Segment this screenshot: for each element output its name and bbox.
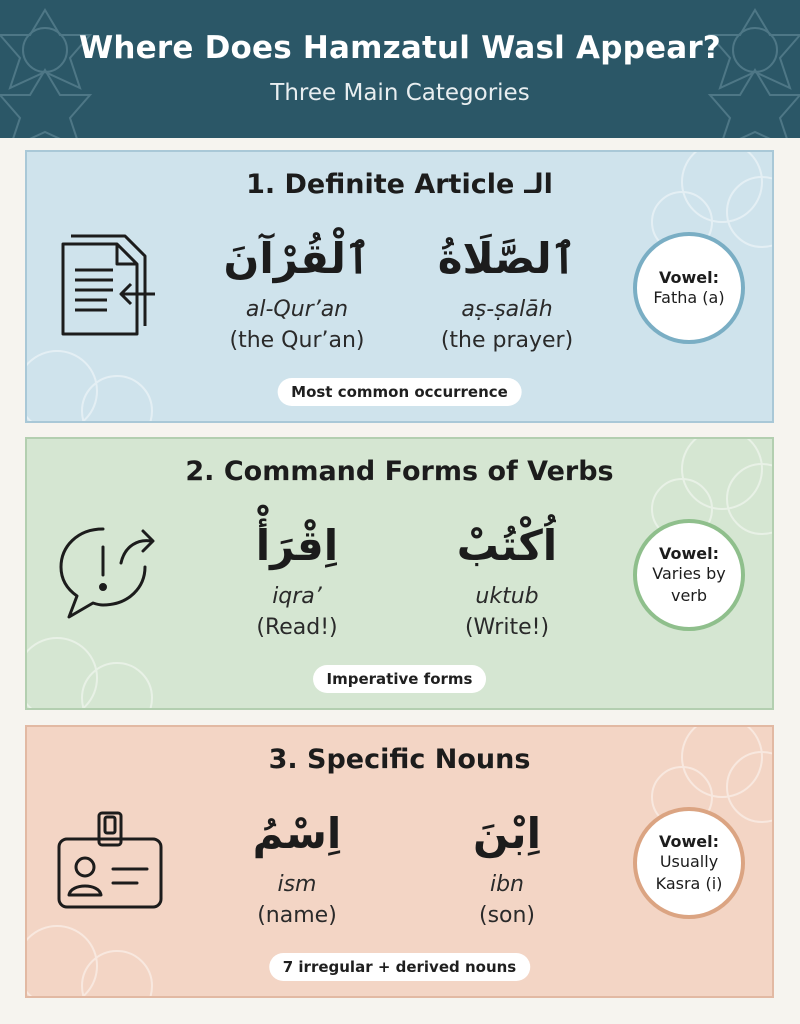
example-word — [412, 224, 602, 353]
speech-bubble-exclamation-icon — [55, 517, 165, 627]
note-pill: 7 irregular + derived nouns — [269, 953, 531, 981]
meaning: (Read!) — [256, 615, 338, 640]
vowel-value: Usually Kasra (i) — [655, 851, 723, 893]
card-title: 1. Definite Article الـ — [246, 169, 553, 200]
arabic-word: اُكْتُبْ — [456, 521, 558, 570]
meaning: (Write!) — [464, 615, 550, 640]
vowel-label: Vowel: — [658, 831, 719, 851]
transliteration: ism — [277, 872, 317, 897]
transliteration: aṣ-ṣalāh — [461, 297, 553, 322]
vowel-label: Vowel: — [658, 543, 719, 563]
vowel-value: Fatha (a) — [653, 287, 725, 307]
arabic-word: اِسْمُ — [252, 809, 342, 858]
page-header — [0, 0, 800, 138]
geometric-pattern-icon — [0, 0, 110, 138]
example-word — [202, 224, 392, 353]
vowel-label: Vowel: — [658, 267, 719, 287]
arabic-word: ٱلْقُرْآنَ — [223, 234, 371, 283]
document-import-icon — [55, 230, 165, 340]
geometric-pattern-icon — [690, 0, 800, 138]
page-title: Where Does Hamzatul Wasl Appear? — [79, 30, 721, 66]
meaning: (name) — [257, 903, 337, 928]
meaning: (the Qur’an) — [229, 328, 365, 353]
meaning: (son) — [478, 903, 536, 928]
vowel-badge — [633, 232, 745, 344]
card-title: 2. Command Forms of Verbs — [185, 456, 614, 487]
vowel-badge — [633, 519, 745, 631]
example-word — [202, 799, 392, 928]
transliteration: uktub — [475, 584, 539, 609]
note-pill: Most common occurrence — [277, 378, 522, 406]
vowel-value: Varies by verb — [652, 563, 726, 605]
category-card-specific-nouns — [25, 725, 774, 998]
meaning: (the prayer) — [440, 328, 574, 353]
transliteration: iqra’ — [272, 584, 322, 609]
card-title: 3. Specific Nouns — [268, 744, 531, 775]
example-word — [202, 511, 392, 640]
arabic-word: اِبْنَ — [473, 809, 541, 858]
vowel-badge — [633, 807, 745, 919]
category-card-command-verbs — [25, 437, 774, 710]
arabic-word: ٱلصَّلَاةُ — [437, 234, 577, 283]
example-word — [412, 511, 602, 640]
arabic-word: اِقْرَأْ — [255, 521, 339, 570]
id-badge-icon — [55, 805, 165, 915]
transliteration: al-Qur’an — [245, 297, 349, 322]
transliteration: ibn — [489, 872, 525, 897]
category-card-definite-article — [25, 150, 774, 423]
page-subtitle: Three Main Categories — [270, 80, 530, 106]
example-word — [412, 799, 602, 928]
note-pill: Imperative forms — [313, 665, 487, 693]
